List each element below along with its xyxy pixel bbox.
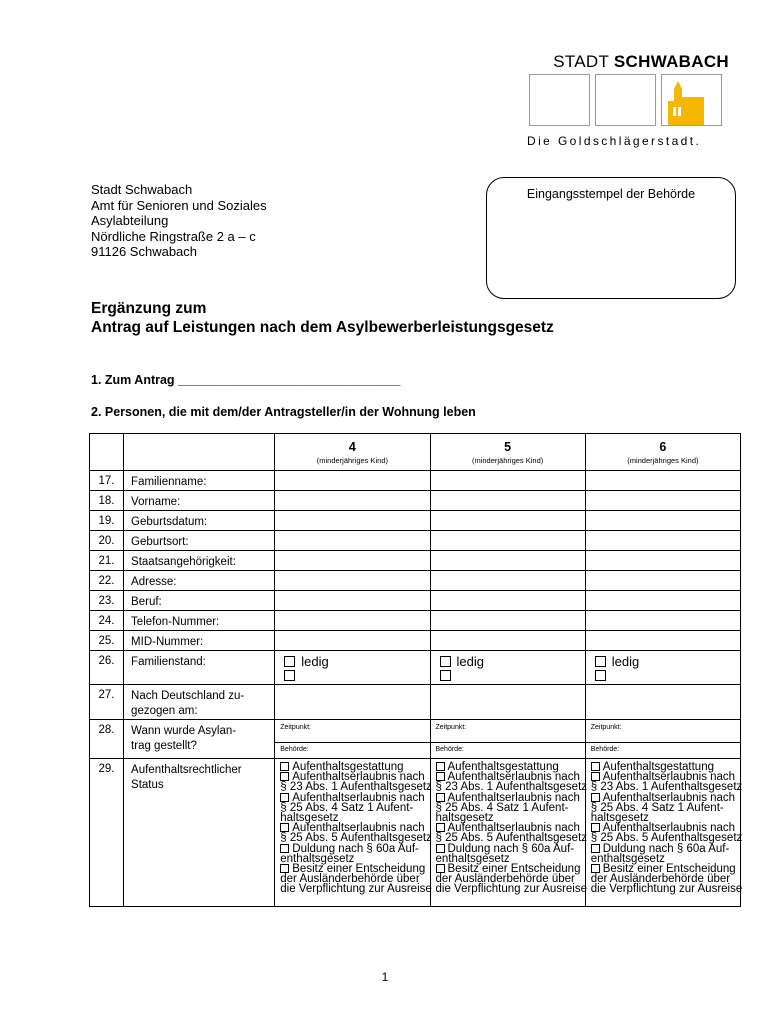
section-1-heading: 1. Zum Antrag ________________________________ xyxy=(91,373,401,387)
city-logo xyxy=(523,52,729,150)
other-status-checkbox[interactable] xyxy=(440,670,451,681)
logo-box-2 xyxy=(595,74,656,126)
ledig-label: ledig xyxy=(456,654,484,669)
stamp-label: Eingangsstempel der Behörde xyxy=(526,187,696,201)
geburtsdatum-field[interactable] xyxy=(430,511,585,531)
status-checkbox[interactable] xyxy=(591,772,600,781)
ledig-label: ledig xyxy=(611,654,640,669)
status-checkbox[interactable] xyxy=(280,772,289,781)
status-checkbox[interactable] xyxy=(436,864,445,873)
row-label: Telefon-Nummer: xyxy=(124,611,275,631)
mid-nummer-field[interactable] xyxy=(585,631,740,651)
row-number: 27. xyxy=(90,685,124,720)
person-header xyxy=(585,434,740,471)
person-number: 6 xyxy=(659,440,667,454)
status-checkbox[interactable] xyxy=(591,762,600,771)
row-number: 29. xyxy=(90,759,124,907)
table-row xyxy=(90,491,741,511)
address-line: Nördliche Ringstraße 2 a – c xyxy=(91,228,256,244)
geburtsort-field[interactable] xyxy=(430,531,585,551)
person-number: 4 xyxy=(348,440,356,454)
header-empty xyxy=(90,434,124,471)
person-type: (minderjähriges Kind) xyxy=(627,456,699,465)
status-option-text: Aufenthaltsgestattung xyxy=(602,761,714,773)
status-option-text: Aufenthaltserlaubnis nach xyxy=(602,791,736,804)
page-number: 1 xyxy=(381,970,389,984)
mid-nummer-field[interactable] xyxy=(430,631,585,651)
status-option-text: haltsgesetz xyxy=(280,812,339,825)
status-checkbox[interactable] xyxy=(436,844,445,853)
status-checkbox[interactable] xyxy=(280,762,289,771)
status-option-text: § 25 Abs. 5 Aufenthaltsgesetz xyxy=(435,832,588,845)
behoerde-label: Behörde: xyxy=(435,746,464,753)
zuzug-date-field[interactable] xyxy=(585,685,740,720)
logo-title-bold: SCHWABACH xyxy=(613,52,729,71)
row-label xyxy=(124,685,275,720)
status-option xyxy=(435,883,588,896)
mid-nummer-field[interactable] xyxy=(275,631,430,651)
beruf-field[interactable] xyxy=(585,591,740,611)
status-option-text: Duldung nach § 60a Auf- xyxy=(292,842,419,855)
status-checkbox[interactable] xyxy=(280,864,289,873)
table-row xyxy=(90,759,741,907)
row-number: 19. xyxy=(90,511,124,531)
status-option xyxy=(590,883,743,896)
status-option-text: § 23 Abs. 1 Aufenthaltsgesetz xyxy=(590,781,743,794)
row-label: Geburtsdatum: xyxy=(124,511,275,531)
address-line: Amt für Senioren und Soziales xyxy=(91,197,267,213)
row-number: 17. xyxy=(90,471,124,491)
section-2-heading: 2. Personen, die mit dem/der Antragsteller/in der Wohnung leben xyxy=(91,405,476,419)
logo-boxes xyxy=(529,74,725,126)
adresse-field[interactable] xyxy=(430,571,585,591)
status-option-text: haltsgesetz xyxy=(590,812,649,825)
asylantrag-cell[interactable] xyxy=(430,720,585,759)
status-option-text: Aufenthaltserlaubnis nach xyxy=(447,771,580,784)
zeitpunkt-label: Zeitpunkt: xyxy=(590,724,622,731)
status-option-text: die Verpflichtung zur Ausreise xyxy=(280,883,432,896)
status-option-text: Aufenthaltserlaubnis nach xyxy=(292,791,425,804)
header-empty xyxy=(124,434,275,471)
status-checkbox[interactable] xyxy=(280,823,289,832)
table-row xyxy=(90,651,741,685)
status-checkbox[interactable] xyxy=(591,793,600,802)
telefon-field[interactable] xyxy=(585,611,740,631)
familienstand-cell xyxy=(275,651,430,685)
table-row xyxy=(90,631,741,651)
table-row xyxy=(90,531,741,551)
table-header-row xyxy=(90,434,741,471)
status-option-text: Besitz einer Entscheidung xyxy=(602,863,736,876)
row-number: 28. xyxy=(90,720,124,759)
person-header xyxy=(275,434,430,471)
row-label-line: Wann wurde Asylan- xyxy=(131,725,237,737)
status-option-text: Aufenthaltserlaubnis nach xyxy=(292,771,425,784)
status-option-text: enthaltsgesetz xyxy=(280,852,355,865)
status-option-text: § 25 Abs. 5 Aufenthaltsgesetz xyxy=(590,832,743,845)
table-row xyxy=(90,611,741,631)
status-option-text: die Verpflichtung zur Ausreise xyxy=(435,883,588,896)
ledig-checkbox[interactable] xyxy=(284,656,295,667)
row-label: Beruf: xyxy=(124,591,275,611)
row-label: Familienstand: xyxy=(124,651,275,685)
row-number: 26. xyxy=(90,651,124,685)
status-option-text: Aufenthaltserlaubnis nach xyxy=(602,771,736,784)
logo-title-light: STADT xyxy=(553,52,609,71)
status-option-text: § 25 Abs. 4 Satz 1 Aufent- xyxy=(435,801,569,814)
status-checkbox[interactable] xyxy=(436,772,445,781)
row-label xyxy=(124,759,275,907)
status-option-text: Besitz einer Entscheidung xyxy=(447,863,581,876)
ledig-checkbox[interactable] xyxy=(440,656,451,667)
address-line: Stadt Schwabach xyxy=(91,182,193,197)
familienname-field[interactable] xyxy=(430,471,585,491)
status-option-text: enthaltsgesetz xyxy=(590,852,665,865)
title-line-2: Antrag auf Leistungen nach dem Asylbewerberleistungsgesetz xyxy=(91,319,554,336)
zuzug-date-field[interactable] xyxy=(430,685,585,720)
adresse-field[interactable] xyxy=(585,571,740,591)
status-cell xyxy=(430,759,588,907)
familienstand-cell xyxy=(585,651,740,685)
person-header xyxy=(430,434,585,471)
status-option-text: § 23 Abs. 1 Aufenthaltsgesetz xyxy=(435,781,588,794)
status-option-text: § 25 Abs. 4 Satz 1 Aufent- xyxy=(590,801,724,814)
building-icon xyxy=(662,75,721,125)
row-number: 18. xyxy=(90,491,124,511)
status-checkbox[interactable] xyxy=(436,762,445,771)
ledig-label: ledig xyxy=(301,654,329,669)
status-checkbox[interactable] xyxy=(591,823,600,832)
status-option-text: Duldung nach § 60a Auf- xyxy=(447,842,575,855)
behoerde-label: Behörde: xyxy=(590,746,620,753)
table-row xyxy=(90,551,741,571)
row-label: MID-Nummer: xyxy=(124,631,275,651)
logo-tagline: Die Goldschlägerstadt. xyxy=(527,134,702,148)
familienname-field[interactable] xyxy=(585,471,740,491)
persons-table xyxy=(89,433,741,907)
row-label: Familienname: xyxy=(124,471,275,491)
status-option-text: Aufenthaltsgestattung xyxy=(292,761,404,773)
beruf-field[interactable] xyxy=(430,591,585,611)
asylantrag-cell[interactable] xyxy=(585,720,740,759)
table-row xyxy=(90,685,741,720)
status-option-text: Aufenthaltserlaubnis nach xyxy=(292,822,425,835)
row-label-line: Nach Deutschland zu- xyxy=(131,690,245,702)
logo-box-3 xyxy=(661,74,722,126)
document-title xyxy=(91,299,554,337)
status-cell xyxy=(585,759,743,907)
vorname-field[interactable] xyxy=(430,491,585,511)
asylantrag-cell[interactable] xyxy=(275,720,430,759)
status-option-text: der Ausländerbehörde über xyxy=(280,873,420,886)
status-option-text: Aufenthaltserlaubnis nach xyxy=(447,822,580,835)
status-option-text: § 25 Abs. 4 Satz 1 Aufent- xyxy=(280,801,414,814)
status-option-text: der Ausländerbehörde über xyxy=(435,873,575,886)
status-checkbox[interactable] xyxy=(436,823,445,832)
row-label-line: trag gestellt? xyxy=(131,740,197,752)
row-label-line: Status xyxy=(131,779,164,791)
ledig-checkbox[interactable] xyxy=(595,656,606,667)
status-option-text: Duldung nach § 60a Auf- xyxy=(602,842,730,855)
status-checkbox[interactable] xyxy=(280,793,289,802)
geburtsort-field[interactable] xyxy=(275,531,430,551)
behoerde-label: Behörde: xyxy=(280,746,309,753)
table-row xyxy=(90,471,741,491)
table-row xyxy=(90,591,741,611)
staatsangehoerigkeit-field[interactable] xyxy=(275,551,430,571)
status-cell xyxy=(275,759,430,907)
status-option-text: § 25 Abs. 5 Aufenthaltsgesetz xyxy=(280,832,432,845)
vorname-field[interactable] xyxy=(585,491,740,511)
staatsangehoerigkeit-field[interactable] xyxy=(585,551,740,571)
status-option-text: Besitz einer Entscheidung xyxy=(292,863,426,876)
row-number: 24. xyxy=(90,611,124,631)
telefon-field[interactable] xyxy=(275,611,430,631)
familienname-field[interactable] xyxy=(275,471,430,491)
row-label: Geburtsort: xyxy=(124,531,275,551)
logo-title xyxy=(553,52,729,72)
row-number: 25. xyxy=(90,631,124,651)
row-number: 23. xyxy=(90,591,124,611)
row-label: Staatsangehörigkeit: xyxy=(124,551,275,571)
geburtsdatum-field[interactable] xyxy=(275,511,430,531)
row-label: Vorname: xyxy=(124,491,275,511)
row-label-line: Aufenthaltsrechtlicher xyxy=(131,764,242,776)
title-line-1: Ergänzung zum xyxy=(91,300,207,317)
telefon-field[interactable] xyxy=(430,611,585,631)
status-option-text: Aufenthaltserlaubnis nach xyxy=(447,791,580,804)
other-status-checkbox[interactable] xyxy=(595,670,606,681)
status-option-text: der Ausländerbehörde über xyxy=(590,873,731,886)
status-option-text: § 23 Abs. 1 Aufenthaltsgesetz xyxy=(280,781,432,794)
status-checkbox[interactable] xyxy=(436,793,445,802)
row-label: Adresse: xyxy=(124,571,275,591)
row-label xyxy=(124,720,275,759)
staatsangehoerigkeit-field[interactable] xyxy=(430,551,585,571)
address-line: Asylabteilung xyxy=(91,213,169,228)
recipient-address xyxy=(91,182,267,260)
row-number: 20. xyxy=(90,531,124,551)
status-option-text: Aufenthaltserlaubnis nach xyxy=(602,822,736,835)
table-row xyxy=(90,511,741,531)
status-checkbox[interactable] xyxy=(591,844,600,853)
adresse-field[interactable] xyxy=(275,571,430,591)
zeitpunkt-label: Zeitpunkt: xyxy=(280,724,312,731)
status-option-text: enthaltsgesetz xyxy=(435,852,510,865)
address-line: 91126 Schwabach xyxy=(91,244,198,259)
status-option xyxy=(280,883,432,896)
zeitpunkt-label: Zeitpunkt: xyxy=(435,724,467,731)
row-number: 21. xyxy=(90,551,124,571)
row-label-line: gezogen am: xyxy=(131,705,198,717)
status-option-text: Aufenthaltsgestattung xyxy=(447,761,559,773)
status-option-text: haltsgesetz xyxy=(435,812,494,825)
vorname-field[interactable] xyxy=(275,491,430,511)
table-row xyxy=(90,720,741,759)
table-row xyxy=(90,571,741,591)
status-checkbox[interactable] xyxy=(280,844,289,853)
familienstand-cell xyxy=(430,651,585,685)
person-type: (minderjähriges Kind) xyxy=(471,456,544,465)
logo-box-1 xyxy=(529,74,590,126)
beruf-field[interactable] xyxy=(275,591,430,611)
geburtsdatum-field[interactable] xyxy=(585,511,740,531)
geburtsort-field[interactable] xyxy=(585,531,740,551)
status-checkbox[interactable] xyxy=(591,864,600,873)
status-option-text: die Verpflichtung zur Ausreise xyxy=(590,883,743,896)
other-status-checkbox[interactable] xyxy=(284,670,295,681)
stamp-box xyxy=(486,177,736,299)
zuzug-date-field[interactable] xyxy=(275,685,430,720)
person-number: 5 xyxy=(504,440,512,454)
person-type: (minderjähriges Kind) xyxy=(316,456,389,465)
row-number: 22. xyxy=(90,571,124,591)
